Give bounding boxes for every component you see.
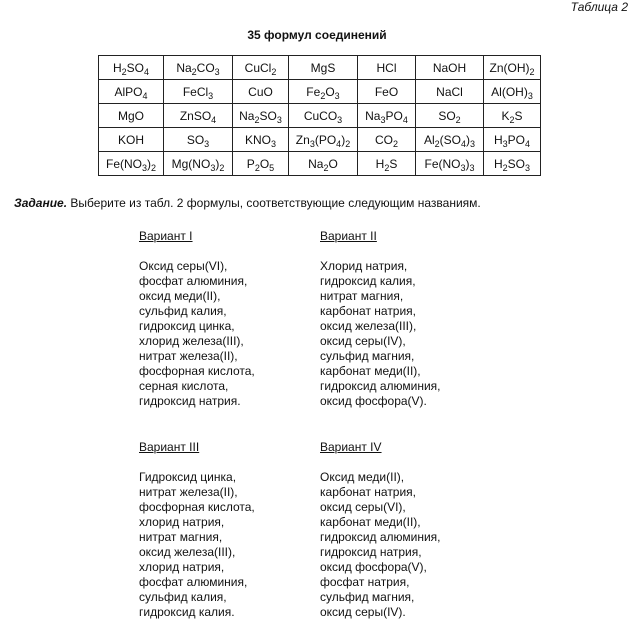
variant-4-block [320, 440, 441, 620]
list-item: гидроксид цинка, [139, 319, 235, 333]
list-item: фосфат алюминия, [139, 274, 248, 288]
formula-cell: NaCl [416, 80, 484, 104]
list-item: сульфид магния, [320, 590, 415, 604]
formula-cell: $CO_2$ [358, 128, 416, 152]
list-item: Гидроксид цинка, [139, 470, 237, 484]
variant-2-list [320, 259, 441, 409]
list-item: оксид железа(III), [139, 545, 236, 559]
table-row [99, 56, 541, 80]
formula-cell: CuCl$_2$ [233, 56, 289, 80]
list-item: фосфорная кислота, [139, 364, 255, 378]
list-item: оксид железа(III), [320, 319, 417, 333]
list-item: нитрат магния, [320, 289, 404, 303]
list-item: оксид меди(II), [139, 289, 221, 303]
list-item: фосфат алюминия, [139, 575, 248, 589]
formula-cell: $Fe(NO_3)_3$ [416, 152, 484, 176]
formula-cell: $KNO_3$ [233, 128, 289, 152]
formula-cell: $Mg(NO_3)_2$ [164, 152, 233, 176]
list-item: нитрат магния, [139, 530, 223, 544]
formula-cell: $Na_3PO_4$ [358, 104, 416, 128]
list-item: гидроксид алюминия, [320, 530, 441, 544]
formula-cell: $P_2O_5$ [233, 152, 289, 176]
formula-cell: $Fe(NO_3)_2$ [99, 152, 164, 176]
task-label: Задание. [14, 196, 68, 210]
formula-cell: ZnSO$_4$ [164, 104, 233, 128]
formula-cell: $SO_3$ [164, 128, 233, 152]
list-item: гидроксид алюминия, [320, 379, 441, 393]
list-item: карбонат натрия, [320, 485, 417, 499]
list-item: гидроксид натрия, [320, 545, 422, 559]
formula-cell: MgS [289, 56, 358, 80]
list-item: оксид серы(IV). [320, 605, 406, 619]
variant-3-title: Вариант III [139, 440, 200, 454]
formula-cell: $Na_2CO_3$ [164, 56, 233, 80]
list-item: сульфид магния, [320, 349, 415, 363]
table-row [99, 128, 541, 152]
list-item: гидроксид натрия. [139, 394, 241, 408]
list-item: карбонат меди(II), [320, 364, 421, 378]
formula-cell: KOH [99, 128, 164, 152]
list-item: серная кислота, [139, 379, 229, 393]
formula-table [98, 55, 541, 176]
formula-cell: CuCO$_3$ [289, 104, 358, 128]
formula-cell: $Al(OH)_3$ [484, 80, 541, 104]
list-item: сульфид калия, [139, 590, 227, 604]
list-item: оксид серы(VI), [320, 500, 406, 514]
list-item: фосфорная кислота, [139, 500, 255, 514]
formula-cell: $H_3PO_4$ [484, 128, 541, 152]
formula-cell: MgO [99, 104, 164, 128]
variant-1-list [139, 259, 255, 409]
formula-cell: $H_2S$ [358, 152, 416, 176]
list-item: гидроксид калия. [139, 605, 235, 619]
formula-cell: $Na_2O$ [289, 152, 358, 176]
variant-3-list [139, 470, 255, 620]
formula-cell: $Na_2SO_3$ [233, 104, 289, 128]
list-item: Оксид меди(II), [320, 470, 405, 484]
variant-4-title: Вариант IV [320, 440, 382, 454]
task-instruction [14, 196, 481, 210]
formula-cell: $SO_2$ [416, 104, 484, 128]
variant-4-list [320, 470, 441, 620]
formula-cell: $Zn(OH)_2$ [484, 56, 541, 80]
list-item: хлорид натрия, [139, 515, 225, 529]
variant-3-block [139, 440, 255, 620]
list-item: оксид серы(IV), [320, 334, 406, 348]
table-row [99, 152, 541, 176]
formula-cell: FeO [358, 80, 416, 104]
variant-1-title: Вариант I [139, 229, 193, 243]
list-item: Оксид серы(VI), [139, 259, 228, 273]
list-item: хлорид натрия, [139, 560, 225, 574]
list-item: оксид фосфора(V). [320, 394, 427, 408]
list-item: карбонат натрия, [320, 304, 417, 318]
formula-cell: $Zn_3(PO_4)_2$ [289, 128, 358, 152]
list-item: гидроксид калия, [320, 274, 416, 288]
list-item: карбонат меди(II), [320, 515, 421, 529]
formula-cell: $H_2SO_4$ [99, 56, 164, 80]
formula-cell: AlPO$_4$ [99, 80, 164, 104]
page-title: 35 формул соединений [247, 28, 387, 42]
table-number-label: Таблица 2 [570, 0, 628, 14]
table-row [99, 80, 541, 104]
list-item: сульфид калия, [139, 304, 227, 318]
formula-cell: NaOH [416, 56, 484, 80]
formula-cell: $H_2SO_3$ [484, 152, 541, 176]
table-row [99, 104, 541, 128]
formula-cell: $Al_2(SO_4)_3$ [416, 128, 484, 152]
list-item: хлорид железа(III), [139, 334, 244, 348]
list-item: нитрат железа(II), [139, 349, 238, 363]
formula-cell: $Fe_2O_3$ [289, 80, 358, 104]
list-item: оксид фосфора(V), [320, 560, 427, 574]
formula-cell: $K_2S$ [484, 104, 541, 128]
list-item: фосфат натрия, [320, 575, 410, 589]
variant-2-title: Вариант II [320, 229, 377, 243]
formula-cell: CuO [233, 80, 289, 104]
task-text: Выберите из табл. 2 формулы, соответствующие следующим названиям. [67, 196, 481, 210]
variant-1-block [139, 229, 255, 409]
formula-cell: FeCl$_3$ [164, 80, 233, 104]
list-item: нитрат железа(II), [139, 485, 238, 499]
formula-cell: HCl [358, 56, 416, 80]
list-item: Хлорид натрия, [320, 259, 408, 273]
variant-2-block [320, 229, 441, 409]
